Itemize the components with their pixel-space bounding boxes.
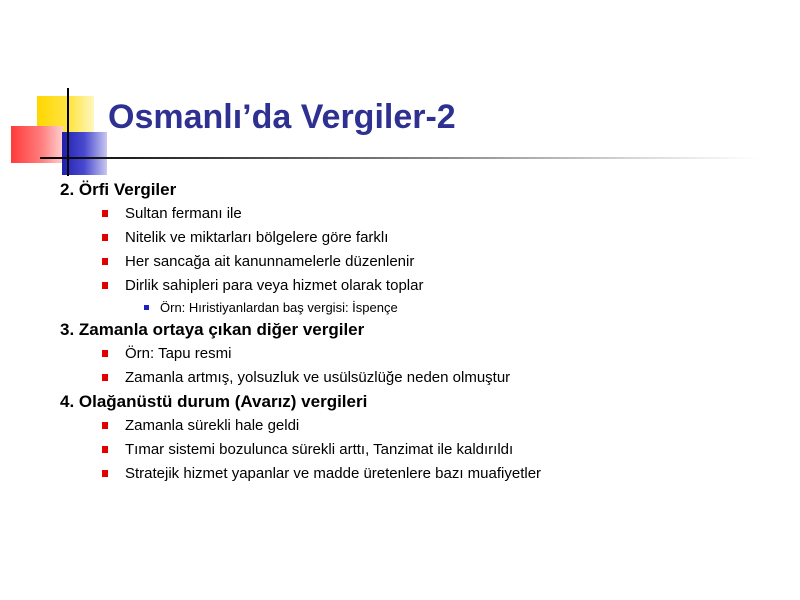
sub-list-item (60, 298, 780, 318)
list-item-text: Nitelik ve miktarları bölgelere göre farklı (125, 229, 389, 246)
sub-list-item-text: Örn: Hıristiyanlardan baş vergisi: İspençe (160, 300, 398, 315)
square-bullet-icon (102, 234, 108, 241)
bullet-list (60, 202, 780, 318)
list-item (60, 462, 780, 486)
list-item (60, 274, 780, 298)
list-item (60, 438, 780, 462)
list-item (60, 414, 780, 438)
title-underline-rule (40, 157, 760, 159)
square-bullet-icon (102, 258, 108, 265)
square-bullet-icon (144, 305, 149, 310)
square-bullet-icon (102, 210, 108, 217)
list-item-text: Sultan fermanı ile (125, 205, 242, 222)
square-bullet-icon (102, 422, 108, 429)
section-avariz-vergileri (60, 390, 780, 486)
section-heading: 4. Olağanüstü durum (Avarız) vergileri (60, 392, 368, 411)
bullet-list (60, 414, 780, 486)
section-diger-vergiler (60, 318, 780, 390)
list-item-text: Örn: Tapu resmi (125, 345, 232, 362)
section-heading: 2. Örfi Vergiler (60, 180, 177, 199)
slide-content (60, 178, 780, 486)
list-item (60, 202, 780, 226)
list-item (60, 226, 780, 250)
square-bullet-icon (102, 470, 108, 477)
section-orfi-vergiler (60, 178, 780, 318)
bullet-list (60, 342, 780, 390)
square-bullet-icon (102, 350, 108, 357)
slide-title: Osmanlı’da Vergiler-2 (108, 98, 456, 136)
square-bullet-icon (102, 446, 108, 453)
list-item-text: Her sancağa ait kanunnamelerle düzenlenir (125, 253, 415, 270)
section-heading: 3. Zamanla ortaya çıkan diğer vergiler (60, 320, 365, 339)
list-item-text: Zamanla sürekli hale geldi (125, 417, 300, 434)
vertical-rule (67, 88, 69, 176)
list-item (60, 250, 780, 274)
decorative-logo (0, 0, 120, 180)
list-item (60, 342, 780, 366)
list-item-text: Stratejik hizmet yapanlar ve madde üretenlere bazı muafiyetler (125, 465, 542, 482)
list-item-text: Dirlik sahipleri para veya hizmet olarak toplar (125, 277, 424, 294)
list-item-text: Tımar sistemi bozulunca sürekli arttı, Tanzimat ile kaldırıldı (125, 441, 514, 458)
square-bullet-icon (102, 374, 108, 381)
list-item (60, 366, 780, 390)
square-bullet-icon (102, 282, 108, 289)
list-item-text: Zamanla artmış, yolsuzluk ve usülsüzlüğe neden olmuştur (125, 369, 511, 386)
